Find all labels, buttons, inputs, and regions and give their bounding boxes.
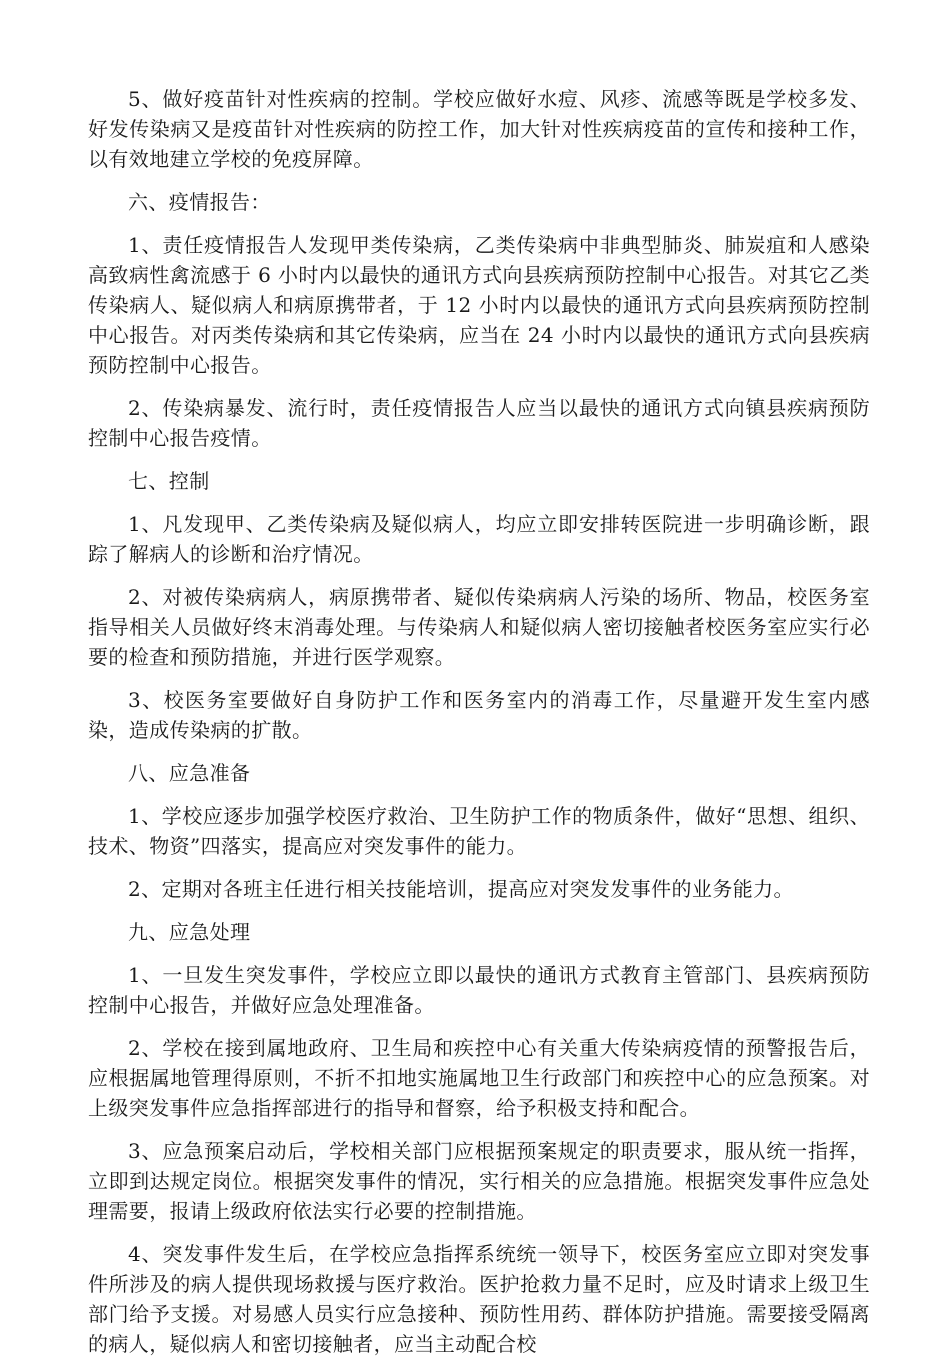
section-heading-emergency-handling: 九、应急处理 [128,920,251,944]
paragraph-report-2: 2、传染病暴发、流行时，责任疫情报告人应当以最快的通讯方式向镇县疾病预防控制中心报告疫情。 [88,396,870,450]
paragraph-handling-1: 1、一旦发生突发事件，学校应立即以最快的通讯方式教育主管部门、县疾病预防控制中心报告，并做好应急处理准备。 [88,963,870,1017]
paragraph-vaccine-control: 5、做好疫苗针对性疾病的控制。学校应做好水痘、风疹、流感等既是学校多发、好发传染病又是疫苗针对性疾病的防控工作，加大针对性疾病疫苗的宣传和接种工作，以有效地建立学校的免疫屏障。 [88,87,870,171]
paragraph-control-2: 2、对被传染病病人，病原携带者、疑似传染病病人污染的场所、物品，校医务室指导相关人员做好终末消毒处理。与传染病人和疑似病人密切接触者校医务室应实行必要的检查和预防措施，并进行医学观察。 [88,585,870,669]
paragraph-handling-4: 4、突发事件发生后，在学校应急指挥系统统一领导下，校医务室应立即对突发事件所涉及的病人提供现场救援与医疗救治。医护抢救力量不足时，应及时请求上级卫生部门给予支援。对易感人员实行应急接种、预防性用药、群体防护措施。需要接受隔离的病人，疑似病人和密切接触者，应当主动配合校 [88,1242,870,1356]
paragraph-handling-3: 3、应急预案启动后，学校相关部门应根据预案规定的职责要求，服从统一指挥，立即到达规定岗位。根据突发事件的情况，实行相关的应急措施。根据突发事件应急处理需要，报请上级政府依法实行必要的控制措施。 [88,1139,870,1223]
paragraph-handling-2: 2、学校在接到属地政府、卫生局和疾控中心有关重大传染病疫情的预警报告后，应根据属地管理得原则，不折不扣地实施属地卫生行政部门和疾控中心的应急预案。对上级突发事件应急指挥部进行的指导和督察，给予积极支持和配合。 [88,1036,870,1120]
paragraph-control-3: 3、校医务室要做好自身防护工作和医务室内的消毒工作，尽量避开发生室内感染，造成传染病的扩散。 [88,688,870,742]
paragraph-preparation-2: 2、定期对各班主任进行相关技能培训，提高应对突发发事件的业务能力。 [128,877,794,901]
section-heading-epidemic-report: 六、疫情报告： [128,190,271,214]
section-heading-control: 七、控制 [128,469,210,493]
paragraph-report-1: 1、责任疫情报告人发现甲类传染病，乙类传染病中非典型肺炎、肺炭疽和人感染高致病性禽流感于 6 小时内以最快的通讯方式向县疾病预防控制中心报告。对其它乙类传染病人、疑似病人和病原携带者，于 12 小时内以最快的通讯方式向县疾病预防控制中心报告。对丙类传染病和其它传染病，应当在 24 小时内以最快的通讯方式向县疾病预防控制中心报告。 [88,233,870,377]
paragraph-preparation-1: 1、学校应逐步加强学校医疗救治、卫生防护工作的物质条件，做好“思想、组织、技术、物资”四落实，提高应对突发事件的能力。 [88,804,870,858]
paragraph-control-1: 1、凡发现甲、乙类传染病及疑似病人，均应立即安排转医院进一步明确诊断，跟踪了解病人的诊断和治疗情况。 [88,512,870,566]
document-body [88,84,870,1372]
section-heading-emergency-preparation: 八、应急准备 [128,761,251,785]
